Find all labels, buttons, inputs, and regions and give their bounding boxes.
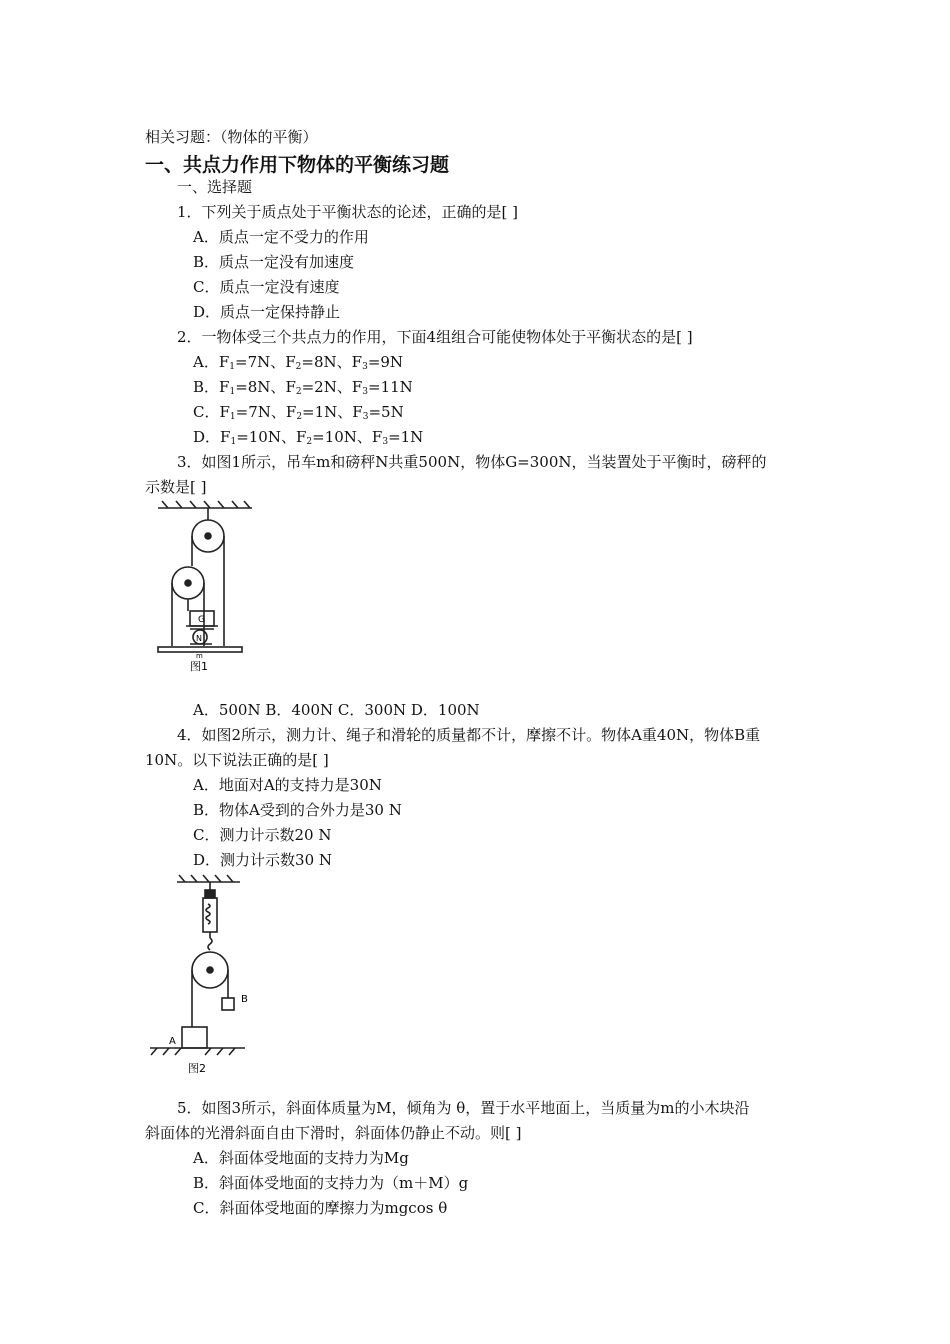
question-5-option-c: C．斜面体受地面的摩擦力为mgcos θ [193, 1199, 448, 1217]
question-5-option-b: B．斜面体受地面的支持力为（m＋M）g [193, 1174, 469, 1192]
section-heading: 一、选择题 [177, 178, 253, 196]
figure-1-caption: 图1 [190, 660, 208, 673]
question-3-stem-line1: 3．如图1所示，吊车m和磅秤N共重500N，物体G=300N，当装置处于平衡时，磅秤的 [177, 453, 767, 471]
question-2-option-a: A．$F_1=7N$、$F_2=8N$、$F_3=9N$ [193, 353, 404, 372]
question-3-options: A．500N B．400N C．300N D．100N [193, 701, 480, 719]
question-1-option-c: C．质点一定没有速度 [193, 278, 340, 296]
question-1-option-a: A．质点一定不受力的作用 [193, 228, 369, 246]
question-2-option-c: C．$F_1=7N$、$F_2=1N$、$F_3=5N$ [193, 403, 404, 422]
figure-2-label-a: A [169, 1036, 176, 1047]
figure-2-label-b: B [241, 994, 248, 1005]
question-3-stem-line2: 示数是[ ] [145, 478, 207, 496]
figure-2-caption: 图2 [188, 1062, 206, 1075]
question-4-option-a: A．地面对A的支持力是30N [193, 776, 382, 794]
question-4-stem-line2: 10N。以下说法正确的是[ ] [145, 751, 329, 769]
question-5-stem-line1: 5．如图3所示，斜面体质量为M，倾角为 θ，置于水平地面上，当质量为m的小木块沿 [177, 1099, 750, 1117]
question-4-option-d: D．测力计示数30 N [193, 851, 333, 869]
question-4-option-c: C．测力计示数20 N [193, 826, 332, 844]
header-text: 相关习题：（物体的平衡） [145, 128, 318, 146]
page-title: 一、共点力作用下物体的平衡练习题 [145, 154, 450, 176]
question-2-stem: 2．一物体受三个共点力的作用，下面4组组合可能使物体处于平衡状态的是[ ] [177, 328, 693, 346]
figure-1-label-m: m [196, 652, 203, 660]
question-1-stem: 1．下列关于质点处于平衡状态的论述，正确的是[ ] [177, 203, 519, 221]
figure-1-label-n: N [196, 634, 202, 643]
question-2-option-d: D．$F_1=10N$、$F_2=10N$、$F_3=1N$ [193, 428, 424, 447]
figure-1-label-g: G [198, 615, 205, 625]
figure-2-pulley-diagram [145, 872, 255, 1082]
figure-1-pulley-diagram [150, 498, 260, 678]
question-5-stem-line2: 斜面体的光滑斜面自由下滑时，斜面体仍静止不动。则[ ] [145, 1124, 522, 1142]
question-4-option-b: B．物体A受到的合外力是30 N [193, 801, 402, 819]
question-1-option-d: D．质点一定保持静止 [193, 303, 341, 321]
question-1-option-b: B．质点一定没有加速度 [193, 253, 355, 271]
question-5-option-a: A．斜面体受地面的支持力为Mg [193, 1149, 409, 1167]
question-2-option-b: B．$F_1=8N$、$F_2=2N$、$F_3=11N$ [193, 378, 413, 397]
question-4-stem-line1: 4．如图2所示，测力计、绳子和滑轮的质量都不计，摩擦不计。物体A重40N，物体B重 [177, 726, 761, 744]
